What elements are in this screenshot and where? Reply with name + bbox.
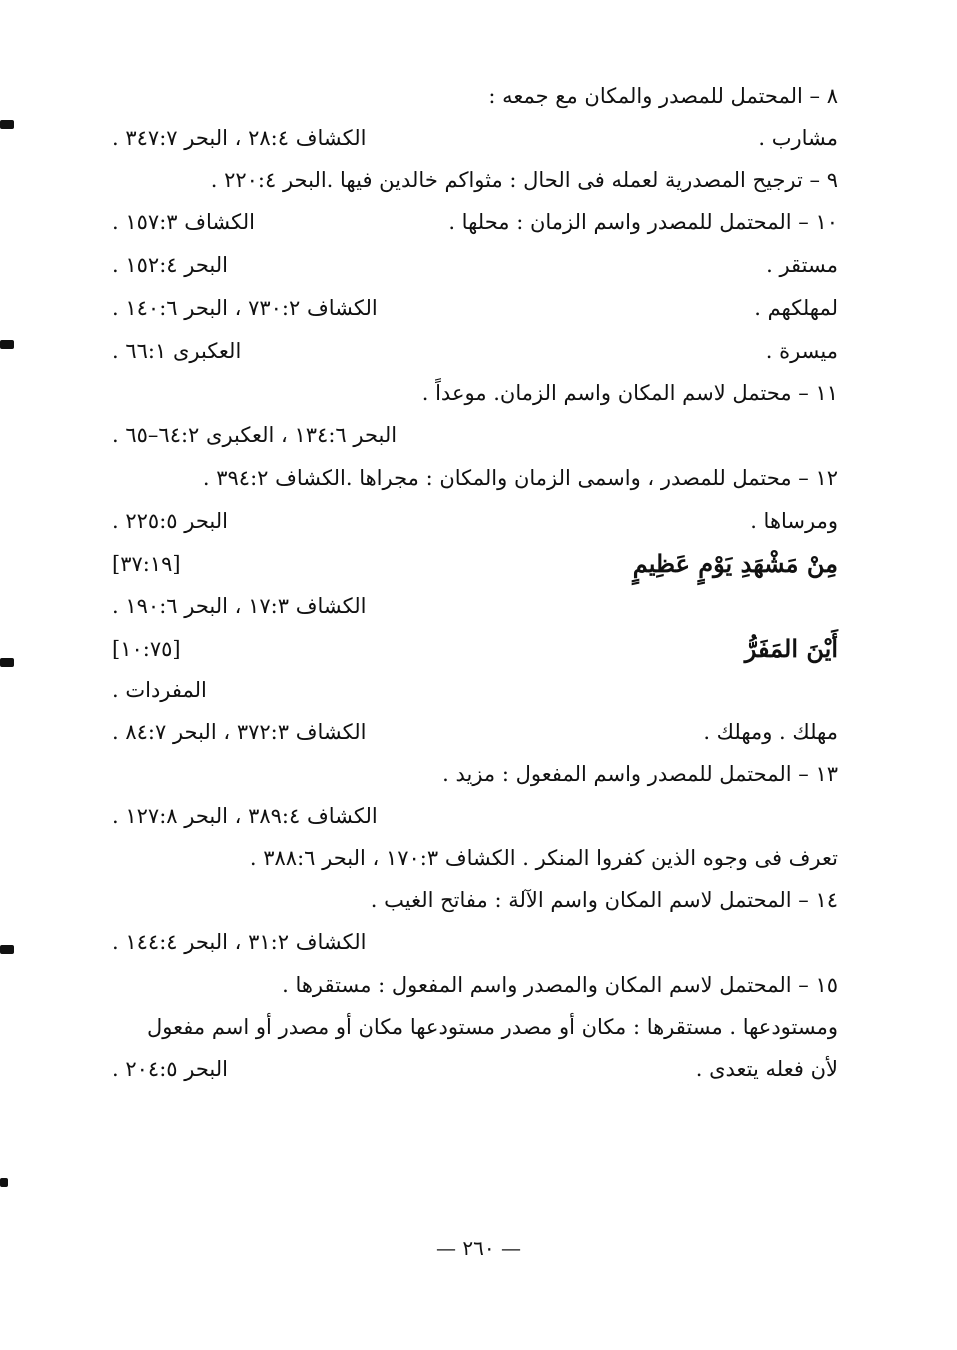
text-line [112, 331, 838, 371]
citation: الكشاف ٣١:٢ ، البحر ١٤٤:٤ . [112, 930, 367, 954]
line-text: لمهلكهم . [754, 296, 838, 320]
text-line [112, 202, 838, 242]
line-text: ومستودعها . مستقرها : مكان أو مصدر مستودعها مكان أو مصدر أو اسم مفعول [147, 1015, 838, 1039]
text-line [112, 458, 838, 498]
margin-mark [0, 120, 14, 129]
text-line [112, 880, 838, 920]
line-text: ١١ – محتمل لاسم المكان واسم الزمان. موعداً . [421, 381, 838, 405]
text-line [112, 544, 838, 584]
verse-reference: [٣٧:١٩] [112, 552, 181, 576]
text-line [112, 838, 838, 878]
line-text: ١٢ – محتمل للمصدر ، واسمى الزمان والمكان : مجراها .الكشاف ٣٩٤:٢ . [202, 466, 838, 490]
citation: البحر ٢٠٤:٥ . [112, 1057, 228, 1081]
text-line [112, 118, 838, 158]
text-line [112, 586, 838, 626]
text-line [112, 501, 838, 541]
text-line [112, 373, 838, 413]
citation: البحر ١٣٤:٦ ، العكبرى ٦٤:٢–٦٥ . [112, 423, 398, 447]
text-line [112, 245, 838, 285]
citation: الكشاف ٣٨٩:٤ ، البحر ١٢٧:٨ . [112, 804, 378, 828]
text-line [112, 76, 838, 116]
citation: العكبرى ٦٦:١ . [112, 339, 242, 363]
margin-mark [0, 945, 14, 954]
text-line [112, 288, 838, 328]
text-line [112, 1049, 838, 1089]
text-line [112, 670, 838, 710]
margin-mark [0, 658, 14, 667]
citation: الكشاف ١٥٧:٣ . [112, 210, 255, 234]
margin-mark [0, 340, 14, 349]
line-text: ١٥ – المحتمل لاسم المكان والمصدر واسم المفعول : مستقرها . [282, 973, 838, 997]
text-line [112, 712, 838, 752]
line-text: ٩ – ترجيح المصدرية لعمله فى الحال : مثواكم خالدين فيها .البحر ٢٢٠:٤ . [210, 168, 838, 192]
margin-mark [0, 1178, 8, 1187]
citation: الكشاف ٣٧٢:٣ ، البحر ٨٤:٧ . [112, 720, 367, 744]
text-line [112, 922, 838, 962]
quran-verse: مِنْ مَشْهَدِ يَوْمٍ عَظِيمٍ [632, 549, 838, 578]
citation: الكشاف ٢٨:٤ ، البحر ٣٤٧:٧ . [112, 126, 367, 150]
line-text: مشارب . [758, 126, 838, 150]
page-number: — ٢٦٠ — [436, 1236, 521, 1260]
citation: الكشاف ٧٣٠:٢ ، البحر ١٤٠:٦ . [112, 296, 378, 320]
line-text: ١٤ – المحتمل لاسم المكان واسم الآلة : مفاتح الغيب . [370, 888, 838, 912]
line-text: ميسرة . [765, 339, 838, 363]
text-line [112, 754, 838, 794]
line-text: ٨ – المحتمل للمصدر والمكان مع جمعه : [488, 84, 838, 108]
citation: البحر ١٥٢:٤ . [112, 253, 228, 277]
text-line [112, 1007, 838, 1047]
text-line [112, 796, 838, 836]
citation: المفردات . [112, 678, 207, 702]
text-line [112, 415, 838, 455]
text-line [112, 160, 838, 200]
line-text: مستقر . [766, 253, 838, 277]
line-text: ١٠ – المحتمل للمصدر واسم الزمان : محلها . [448, 210, 838, 234]
line-text: ١٣ – المحتمل للمصدر واسم المفعول : مزيد . [442, 762, 838, 786]
citation: البحر ٢٢٥:٥ . [112, 509, 228, 533]
text-line [112, 965, 838, 1005]
line-text: لأن فعله يتعدى . [695, 1057, 838, 1081]
line-text: مهلك . ومهلك . [703, 720, 838, 744]
text-line [112, 629, 838, 669]
line-text: ومرساها . [750, 509, 838, 533]
line-text: تعرف فى وجوه الذين كفروا المنكر . الكشاف ١٧٠:٣ ، البحر ٣٨٨:٦ . [249, 846, 838, 870]
quran-verse: أَيْنَ المَفَرُّ [744, 634, 838, 663]
verse-reference: [١٠:٧٥] [112, 637, 181, 661]
citation: الكشاف ١٧:٣ ، البحر ١٩٠:٦ . [112, 594, 367, 618]
